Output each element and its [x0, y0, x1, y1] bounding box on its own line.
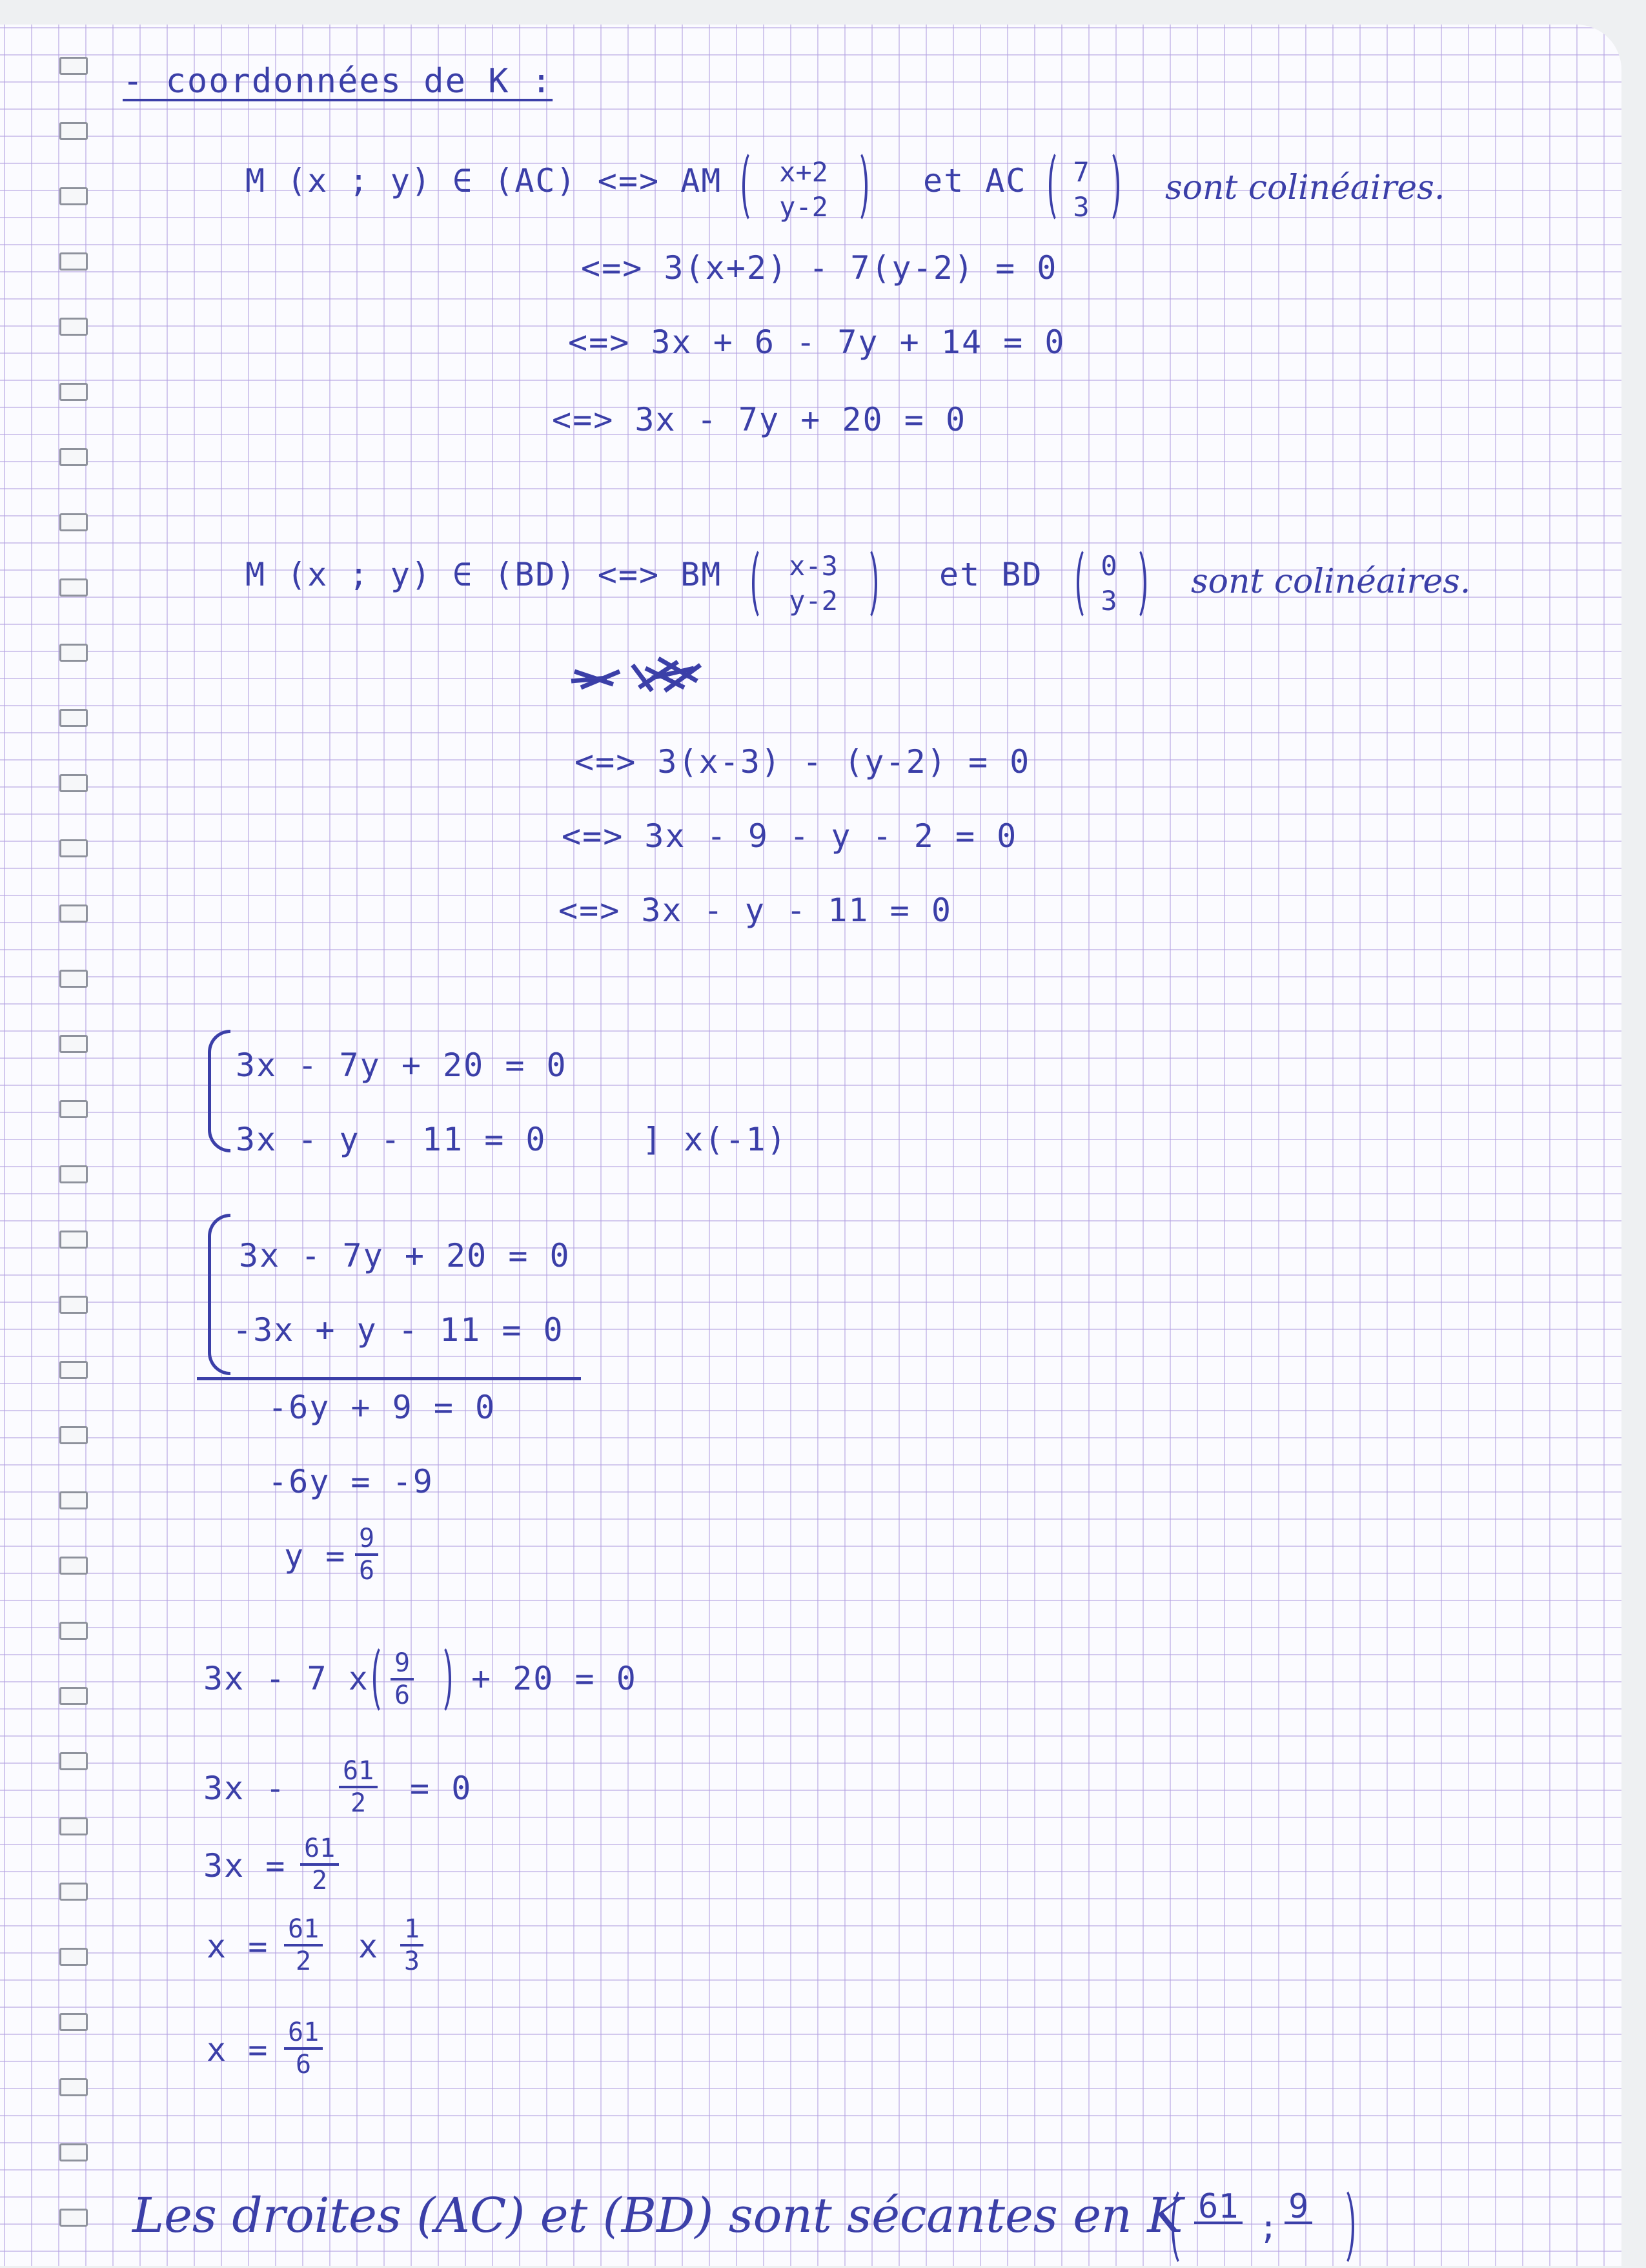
binding-hole	[59, 839, 88, 857]
vector-bm-right-paren	[855, 546, 877, 622]
vector-ac-left-paren	[1049, 148, 1071, 225]
conclusion-y-numerator: 9	[1285, 2192, 1312, 2224]
binding-hole	[59, 2078, 88, 2096]
binding-hole	[59, 383, 88, 401]
binding-hole	[59, 1622, 88, 1640]
binding-hole	[59, 1817, 88, 1835]
line-bd-intro: M (x ; y) ∈ (BD) <=> BM	[245, 556, 722, 593]
line-bd-mid: et BD	[939, 556, 1043, 593]
binding-hole	[59, 1035, 88, 1053]
vector-am-right-paren	[846, 148, 868, 225]
binding-hole	[59, 1165, 88, 1183]
system1-eq2: 3x - y - 11 = 0	[236, 1121, 547, 1158]
binding-hole	[59, 513, 88, 531]
system1-eq1: 3x - 7y + 20 = 0	[236, 1047, 567, 1084]
binding-hole	[59, 1296, 88, 1314]
binding-hole	[59, 252, 88, 271]
system2-eq1: 3x - 7y + 20 = 0	[239, 1237, 571, 1274]
binding-hole	[59, 1752, 88, 1770]
binding-holes	[0, 0, 97, 2266]
vector-ac	[1068, 155, 1094, 225]
solve-x-line1-fraction	[391, 1648, 414, 1710]
solve-x-line5-numerator: 61	[284, 2018, 323, 2050]
vector-bm-bottom: y-2	[789, 585, 838, 617]
solve-x-line4-multiply: x	[358, 1928, 380, 1965]
solve-x-line2-left: 3x -	[203, 1770, 287, 1807]
addition-rule	[197, 1377, 581, 1380]
solve-x-line3-numerator: 61	[300, 1834, 339, 1866]
conclusion-right-paren	[1330, 2185, 1354, 2268]
y-result-prefix: y =	[284, 1537, 347, 1575]
line-ac-end: sont colinéaires.	[1165, 169, 1445, 207]
vector-bd-top: 0	[1101, 550, 1117, 582]
solve-x-line3-denominator: 2	[312, 1866, 328, 1895]
solve-x-line1-right: + 20 = 0	[471, 1660, 637, 1697]
binding-hole	[59, 904, 88, 923]
binding-hole	[59, 970, 88, 988]
solve-x-line1-left: 3x - 7 x	[203, 1660, 369, 1697]
step-bd-3: <=> 3x - y - 11 = 0	[558, 892, 952, 929]
system2-brace	[208, 1214, 230, 1375]
binding-hole	[59, 1948, 88, 1966]
system1-brace	[208, 1030, 230, 1152]
vector-bd-bottom: 3	[1101, 585, 1117, 617]
conclusion-separator: ;	[1259, 2209, 1280, 2246]
vector-bm-top: x-3	[789, 550, 838, 582]
vector-ac-top: 7	[1073, 156, 1090, 188]
solve-x-line4-numerator: 61	[284, 1914, 323, 1946]
binding-hole	[59, 1883, 88, 1901]
binding-hole	[59, 1426, 88, 1444]
solve-x-line2-denominator: 2	[351, 1788, 367, 1818]
solve-x-line4-denominator: 2	[296, 1946, 312, 1976]
conclusion-y-fraction	[1285, 2187, 1312, 2226]
binding-hole	[59, 122, 88, 140]
line-ac-intro: M (x ; y) ∈ (AC) <=> AM	[245, 162, 722, 199]
binding-hole	[59, 2013, 88, 2031]
line-bd-end: sont colinéaires.	[1191, 562, 1471, 601]
solve-x-line2-numerator: 61	[339, 1756, 378, 1788]
step-bd-2: <=> 3x - 9 - y - 2 = 0	[562, 817, 1018, 855]
binding-hole	[59, 2143, 88, 2161]
y-result-fraction	[355, 1524, 378, 1586]
vector-bd-left-paren	[1077, 546, 1099, 622]
vector-ac-bottom: 3	[1073, 191, 1090, 223]
y-denominator: 6	[359, 1556, 375, 1586]
system2-step: -6y = -9	[268, 1463, 434, 1500]
conclusion-left-paren	[1172, 2185, 1196, 2268]
binding-hole	[59, 709, 88, 727]
vector-am-top: x+2	[779, 156, 828, 188]
binding-hole	[59, 187, 88, 205]
solve-x-line4-left: x =	[207, 1928, 269, 1965]
binding-hole	[59, 644, 88, 662]
conclusion-text: Les droites (AC) et (BD) sont sécantes en K	[132, 2188, 1183, 2243]
solve-x-line1-numerator: 9	[391, 1648, 414, 1681]
step-ac-3: <=> 3x - 7y + 20 = 0	[552, 401, 967, 438]
line-ac-mid: et AC	[923, 162, 1027, 199]
solve-x-line1-right-paren	[429, 1643, 451, 1716]
binding-hole	[59, 1100, 88, 1118]
binding-hole	[59, 578, 88, 597]
binding-hole	[59, 1491, 88, 1509]
vector-am-left-paren	[742, 148, 764, 225]
vector-bm	[771, 549, 855, 618]
vector-ac-right-paren	[1097, 148, 1119, 225]
solve-x-line2-fraction	[339, 1756, 378, 1818]
binding-hole	[59, 1557, 88, 1575]
step-ac-1: <=> 3(x+2) - 7(y-2) = 0	[581, 249, 1058, 287]
crossed-out-scribble	[568, 652, 704, 697]
solve-x-line5-denominator: 6	[296, 2050, 312, 2079]
solve-x-line3-left: 3x =	[203, 1847, 287, 1885]
solve-x-line1-denominator: 6	[394, 1681, 411, 1710]
vector-bd	[1096, 549, 1122, 618]
solve-x-line4-fraction2	[400, 1914, 423, 1976]
binding-hole	[59, 774, 88, 792]
solve-x-line4-fraction	[284, 1914, 323, 1976]
vector-am	[762, 155, 846, 225]
vector-bd-right-paren	[1124, 546, 1146, 622]
solve-x-line4-denominator2: 3	[404, 1946, 420, 1976]
section-heading: - coordonnées de K :	[123, 62, 553, 101]
solve-x-line5-left: x =	[207, 2031, 269, 2069]
binding-hole	[59, 1231, 88, 1249]
binding-hole	[59, 448, 88, 466]
conclusion-x-fraction	[1194, 2187, 1243, 2226]
binding-hole	[59, 1687, 88, 1705]
binding-hole	[59, 57, 88, 75]
binding-hole	[59, 318, 88, 336]
vector-am-bottom: y-2	[779, 191, 828, 223]
binding-hole	[59, 2209, 88, 2227]
conclusion-x-numerator: 61	[1194, 2192, 1243, 2224]
system1-multiplier-note: ] x(-1)	[642, 1121, 787, 1158]
solve-x-line4-numerator2: 1	[400, 1914, 423, 1946]
solve-x-line5-fraction	[284, 2018, 323, 2079]
system2-eq2: -3x + y - 11 = 0	[232, 1311, 564, 1349]
step-ac-2: <=> 3x + 6 - 7y + 14 = 0	[568, 323, 1066, 361]
step-bd-1: <=> 3(x-3) - (y-2) = 0	[574, 743, 1031, 781]
binding-hole	[59, 1361, 88, 1379]
solve-x-line3-fraction	[300, 1834, 339, 1895]
vector-bm-left-paren	[752, 546, 774, 622]
solve-x-line2-right: = 0	[410, 1770, 472, 1807]
system2-sum: -6y + 9 = 0	[268, 1389, 496, 1426]
y-numerator: 9	[355, 1524, 378, 1556]
